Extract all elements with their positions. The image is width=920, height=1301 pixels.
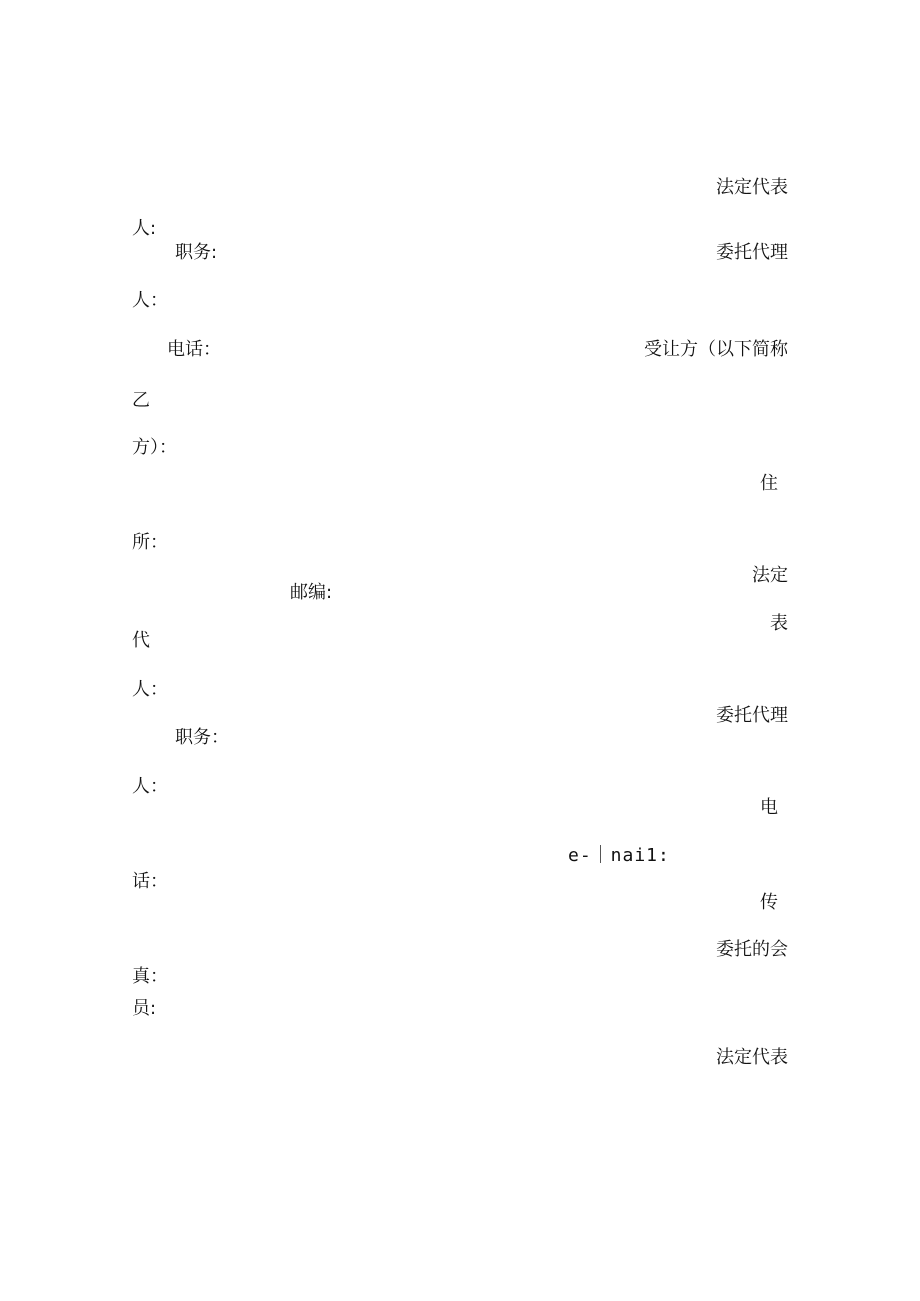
party-b-label: 乙 [132, 390, 150, 411]
authorized-agent-label-2: 委托代理 [716, 705, 788, 726]
entrusted-member-label: 委托的会 [716, 939, 788, 960]
fax-label-part: 传 [760, 892, 778, 913]
legal-label: 法定 [752, 565, 788, 586]
representative-label-part: 表 [770, 613, 788, 634]
legal-representative-label-2: 法定代表 [716, 1047, 788, 1068]
representative-label-cont: 人： [132, 679, 168, 700]
authorized-agent-label: 委托代理 [716, 242, 788, 263]
party-b-label-cont: 方）： [132, 437, 177, 458]
email-label: e-｜nai1: [568, 845, 670, 866]
legal-representative-label: 法定代表 [716, 177, 788, 198]
postcode-label: 邮编: [290, 582, 333, 603]
entrusted-member-label-cont: 员: [132, 998, 157, 1019]
fax-label-cont: 真： [132, 966, 168, 987]
legal-representative-label-cont: 人: [132, 218, 157, 239]
address-label-cont: 所： [132, 532, 168, 553]
address-label: 住 [760, 473, 778, 494]
phone-label: 电话： [167, 339, 221, 360]
authorized-agent-label-cont: 人： [132, 290, 168, 311]
phone-label-part: 电 [760, 797, 778, 818]
phone-label-cont: 话： [132, 871, 168, 892]
authorized-agent-label-2-cont: 人： [132, 776, 168, 797]
position-label: 职务: [175, 242, 218, 263]
representative-label-part-2: 代 [132, 630, 150, 651]
transferee-label: 受让方（以下简称 [644, 339, 788, 360]
position-label-2: 职务： [175, 727, 229, 748]
